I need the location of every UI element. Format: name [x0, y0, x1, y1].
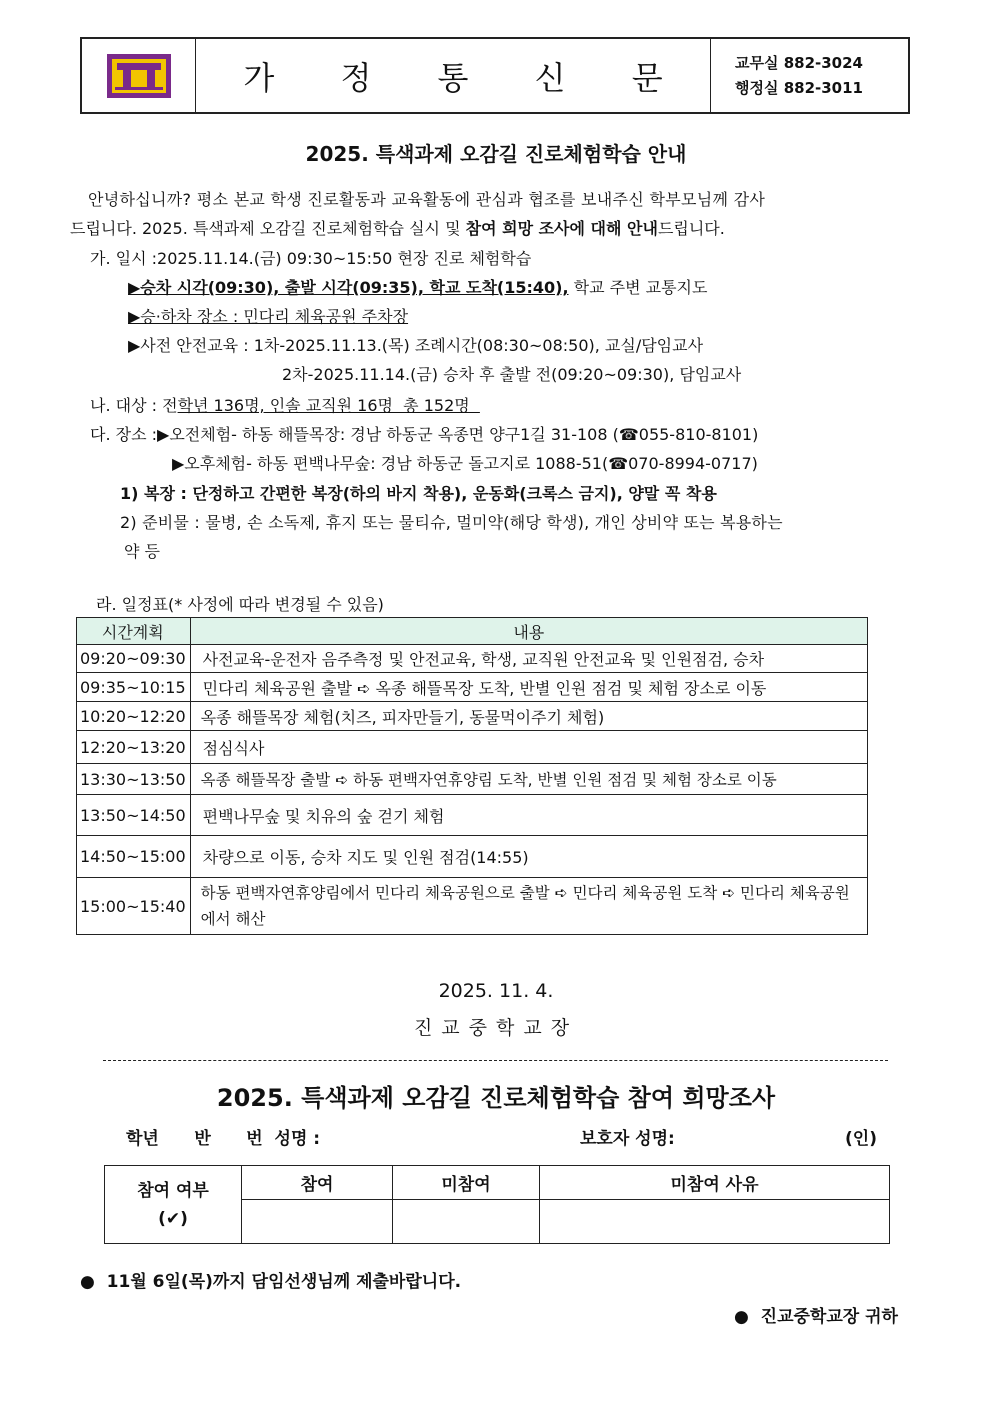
row-content: 민다리 체육공원 출발 ➪ 옥종 해뜰목장 도착, 반별 인원 점검 및 체험 장소로 이동 [190, 673, 867, 702]
intro-line-2 [70, 216, 725, 239]
school-logo-cell [82, 39, 196, 112]
intro-line-1: 안녕하십니까? 평소 본교 학생 진로활동과 교육활동에 관심과 협조를 보내주신 학부모님께 감사 [88, 190, 766, 209]
participation-label: 참여 여부 [137, 1180, 209, 1201]
row-content: 점심식사 [190, 731, 867, 764]
participation-label-cell [105, 1166, 242, 1244]
dress-code-line [120, 481, 717, 504]
schedule-date-line: 가. 일시 :2025.11.14.(금) 09:30~15:50 현장 진로 체험학습 [90, 249, 532, 268]
row-time: 13:30~13:50 [77, 764, 191, 795]
newsletter-title-cell [196, 39, 711, 112]
issue-date: 2025. 11. 4. [438, 980, 554, 1002]
row-content: 하동 편백자연휴양림에서 민다리 체육공원으로 출발 ➪ 민다리 체육공원 도착 ➪ 민다리 체육공원에서 해산 [190, 878, 867, 935]
target-prefix: 나. 대상 : 전 [90, 396, 178, 415]
place-am-line: 다. 장소 :▶오전체험- 하동 해뜰목장: 경남 하동군 옥종면 양구1길 31-108 (☎055-810-8101) [90, 425, 759, 444]
col-not-participate: 미참여 [393, 1166, 540, 1200]
phone-office: 교무실 882-3024 [735, 53, 863, 72]
bus-times-line [128, 275, 707, 298]
bus-times-underlined: ▶승차 시각(09:30), 출발 시각(09:35), 학교 도착(15:40), [128, 278, 569, 297]
cut-line [103, 1060, 888, 1061]
participation-header-row [105, 1166, 890, 1200]
safety-edu-2: 2차-2025.11.14.(금) 승차 후 출발 전(09:20~09:30), 담임교사 [282, 365, 742, 384]
pickup-place-line: ▶승·하차 장소 : 민다리 체육공원 주차장 [128, 307, 409, 326]
col-participate: 참여 [242, 1166, 393, 1200]
newsletter-header [80, 37, 910, 114]
row-time: 09:35~10:15 [77, 673, 191, 702]
place-pm-line: ▶오후체험- 하동 편백나무숲: 경남 하동군 돌고지로 1088-51(☎070-8994-0717) [172, 454, 758, 473]
not-participate-check-cell[interactable] [393, 1200, 540, 1244]
table-row [77, 795, 868, 836]
dress-code-text: 단정하고 간편한 복장(하의 바지 착용), 운동화(크록스 금지), 양말 꼭 착용 [192, 484, 717, 503]
checkmark-hint: (✔) [158, 1208, 188, 1229]
table-row [77, 673, 868, 702]
contact-phones [711, 39, 908, 112]
table-row [77, 645, 868, 673]
timetable [76, 617, 868, 935]
supplies-line-1: 2) 준비물 : 물병, 손 소독제, 휴지 또는 물티슈, 멀미약(해당 학생), 개인 상비약 또는 복용하는 [120, 513, 783, 532]
table-row [77, 702, 868, 731]
phone-admin: 행정실 882-3011 [735, 78, 863, 97]
row-time: 13:50~14:50 [77, 795, 191, 836]
row-time: 12:20~13:20 [77, 731, 191, 764]
target-line [90, 393, 480, 416]
survey-title: 2025. 특색과제 오감길 진로체험학습 참여 희망조사 [216, 1084, 776, 1112]
row-content: 옥종 해뜰목장 체험(치즈, 피자만들기, 동물먹이주기 체험) [190, 702, 867, 731]
row-time: 10:20~12:20 [77, 702, 191, 731]
table-row [77, 878, 868, 935]
bus-times-rest: 학교 주변 교통지도 [568, 278, 708, 297]
dress-code-label: 1) 복장 : [120, 484, 193, 503]
reason-input-cell[interactable] [540, 1200, 890, 1244]
school-logo-icon [107, 54, 171, 98]
row-time: 15:00~15:40 [77, 878, 191, 935]
timetable-header-row [77, 618, 868, 645]
target-underlined: 학년 136명, 인솔 교직원 16명 총 152명 [177, 396, 480, 415]
table-row [77, 836, 868, 878]
intro-line-2-bold: 참여 희망 조사에 대해 안내 [465, 219, 658, 238]
document-title: 2025. 특색과제 오감길 진로체험학습 안내 [305, 142, 687, 166]
principal-name [0, 1013, 992, 1040]
seal-mark: (인) [845, 1129, 877, 1149]
intro-line-2-a: 드립니다. 2025. 특색과제 오감길 진로체험학습 실시 및 [70, 219, 466, 238]
table-row [77, 731, 868, 764]
table-row [77, 764, 868, 795]
row-content: 차량으로 이동, 승차 지도 및 인원 점검(14:55) [190, 836, 867, 878]
guardian-name-field-label: 보호자 성명: [580, 1129, 675, 1149]
intro-line-2-c: 드립니다. [657, 219, 725, 238]
submission-deadline: ● 11월 6일(목)까지 담임선생님께 제출바랍니다. [80, 1272, 462, 1292]
newsletter-title: 가 정 통 신 문 [243, 58, 691, 97]
col-reason: 미참여 사유 [540, 1166, 890, 1200]
row-time: 14:50~15:00 [77, 836, 191, 878]
principal-name-text: 진교중학교장 [413, 1017, 579, 1039]
participate-check-cell[interactable] [242, 1200, 393, 1244]
timetable-header-time: 시간계획 [77, 618, 191, 645]
row-content: 옥종 해뜰목장 출발 ➪ 하동 편백자연휴양림 도착, 반별 인원 점검 및 체험 장소로 이동 [190, 764, 867, 795]
safety-edu-1: ▶사전 안전교육 : 1차-2025.11.13.(목) 조례시간(08:30~08:50), 교실/담임교사 [128, 336, 704, 355]
row-content: 사전교육-운전자 음주측정 및 안전교육, 학생, 교직원 안전교육 및 인원점검, 승차 [190, 645, 867, 673]
timetable-header-content: 내용 [190, 618, 867, 645]
addressee: ● 진교중학교장 귀하 [734, 1307, 898, 1327]
row-time: 09:20~09:30 [77, 645, 191, 673]
timetable-label: 라. 일정표(* 사정에 따라 변경될 수 있음) [96, 595, 384, 614]
student-name-field-label: 학년 반 번 성명 : [126, 1129, 321, 1149]
participation-table [104, 1165, 890, 1244]
supplies-line-2: 약 등 [124, 542, 160, 561]
row-content: 편백나무숲 및 치유의 숲 걷기 체험 [190, 795, 867, 836]
